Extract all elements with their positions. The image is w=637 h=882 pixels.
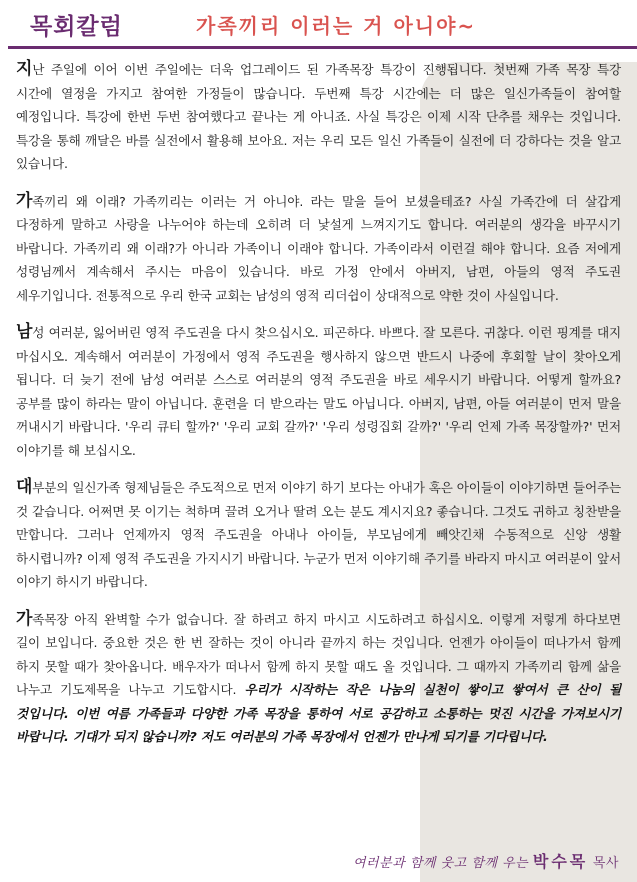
author-title: 목사 [592, 856, 619, 871]
paragraph-text: 성 여러분, 잃어버린 영적 주도권을 다시 찾으십시오. 피곤하다. 바쁘다. 잘 모른다. 귀찮다. 이런 핑계를 대지 마십시오. 계속해서 여러분이 가정에서 영적 주도권을 행사하지 않으면 반드시 나중에 후회할 날이 찾아오게 됩니다. 더 늦기 전에 남성 여러분 스스로 여러분의 영적 주도권을 바로 세우시기 바랍니다. 어떻게 할까요? 공부를 많이 하라는 말이 아닙니다. 훈련을 더 받으라는 말도 아닙니다. 아버지, 남편, 아들 여러분이 먼저 말을 꺼내시기 바랍니다. '우리 큐티 할까?' '우리 교회 갈까?' '우리 성령집회 갈까?' '우리 언제 가족 목장할까?' 먼저 이야기를 해 보십시오. [16, 325, 621, 458]
paragraph-4 [16, 476, 621, 594]
paragraph-text: 난 주일에 이어 이번 주일에는 더욱 업그레이드 된 가족목장 특강이 진행됩니다. 첫번째 가족 목장 특강 시간에 열정을 가지고 참여한 가정들이 많습니다. 두번째 특강 시간에는 더 많은 일신가족들이 참여할 예정입니다. 특강에 한번 두번 참여했다고 끝나는 게 아니죠. 사실 특강은 이제 시작 단추를 채우는 것입니다. 특강을 통해 깨달은 바를 실전에서 활용해 보아요. 저는 우리 모든 일신 가족들이 실전에 더 강하다는 것을 알고 있습니다. [16, 62, 621, 171]
paragraph-initial: 가 [16, 190, 33, 211]
paragraph-text: 족목장 아직 완벽할 수가 없습니다. 잘 하려고 하지 마시고 시도하려고 하십시오. 이렇게 저렇게 하다보면 길이 보입니다. 중요한 것은 한 번 잘하는 것이 아니라 끝까지 하는 것입니다. 언젠가 아이들이 떠나가서 함께 하지 못할 때가 찾아옵니다. 배우자가 떠나서 함께 하지 못할 때도 올 것입니다. 그 때까지 가족끼리 함께 삶을 나누고 기도제목을 나누고 기도합시다. [16, 611, 621, 697]
header-divider [8, 46, 637, 49]
paragraph-initial: 지 [16, 59, 33, 79]
paragraph-initial: 가 [16, 608, 33, 629]
column-title: 목회칼럼 [30, 14, 123, 40]
paragraph-2 [16, 190, 621, 308]
author-signature [353, 849, 619, 872]
column-subtitle: 가족끼리 이러는 거 아니야~ [196, 14, 477, 38]
paragraph-initial: 남 [16, 322, 33, 342]
paragraph-text: 부분의 일신가족 형제님들은 주도적으로 먼저 이야기 하기 보다는 아내가 혹은 아이들이 이야기하면 들어주는 것 같습니다. 어쩌면 못 이기는 척하며 끌려 오거나 딸려 오는 분도 계시지요? 좋습니다. 그것도 귀하고 칭찬받을 만합니다. 그러나 언제까지 영적 주도권을 아내나 아이들, 부모님에게 빼앗긴채 수동적으로 신앙 생활 하시렵니까? 이제 영적 주도권을 가지시기 바랍니다. 누군가 먼저 이야기해 주기를 바라지 마시고 여러분이 앞서 이야기 하시기 바랍니다. [16, 480, 621, 589]
paragraph-text: 족끼리 왜 이래? 가족끼리는 이러는 거 아니야. 라는 말을 들어 보셨을테죠? 사실 가족간에 더 살갑게 다정하게 말하고 사랑을 나누어야 하는데 오히려 더 낯설게 느껴지기도 합니다. 여러분의 생각을 바꾸시기 바랍니다. 가족끼리 왜 이래?가 아니라 가족이니 이래야 합니다. 가족이라서 이런걸 해야 합니다. 요즘 저에게 성령님께서 계속해서 주시는 마음이 있습니다. 바로 가정 안에서 아버지, 남편, 아들의 영적 주도권 세우기입니다. 전통적으로 우리 한국 교회는 남성의 영적 리더쉽이 상대적으로 약한 것이 사실입니다. [16, 193, 621, 303]
paragraph-initial: 대 [16, 477, 33, 497]
column-header [0, 0, 637, 52]
article-body [16, 58, 621, 763]
closing-emphasis: 우리가 시작하는 작은 나눔의 실천이 쌓이고 쌓여서 큰 산이 될 것입니다. 이번 여름 가족들과 다양한 가족 목장을 통하여 서로 공감하고 소통하는 멋진 시간을 가져보시기 바랍니다. 기대가 되지 않습니까? 저도 여러분의 가족 목장에서 언젠가 만나게 되기를 기다립니다. [16, 682, 622, 744]
signature-phrase: 여러분과 함께 웃고 함께 우는 [352, 856, 529, 871]
paragraph-5 [16, 608, 621, 749]
paragraph-3 [16, 321, 621, 462]
paragraph-1 [16, 58, 621, 176]
author-name: 박수목 [532, 852, 589, 871]
